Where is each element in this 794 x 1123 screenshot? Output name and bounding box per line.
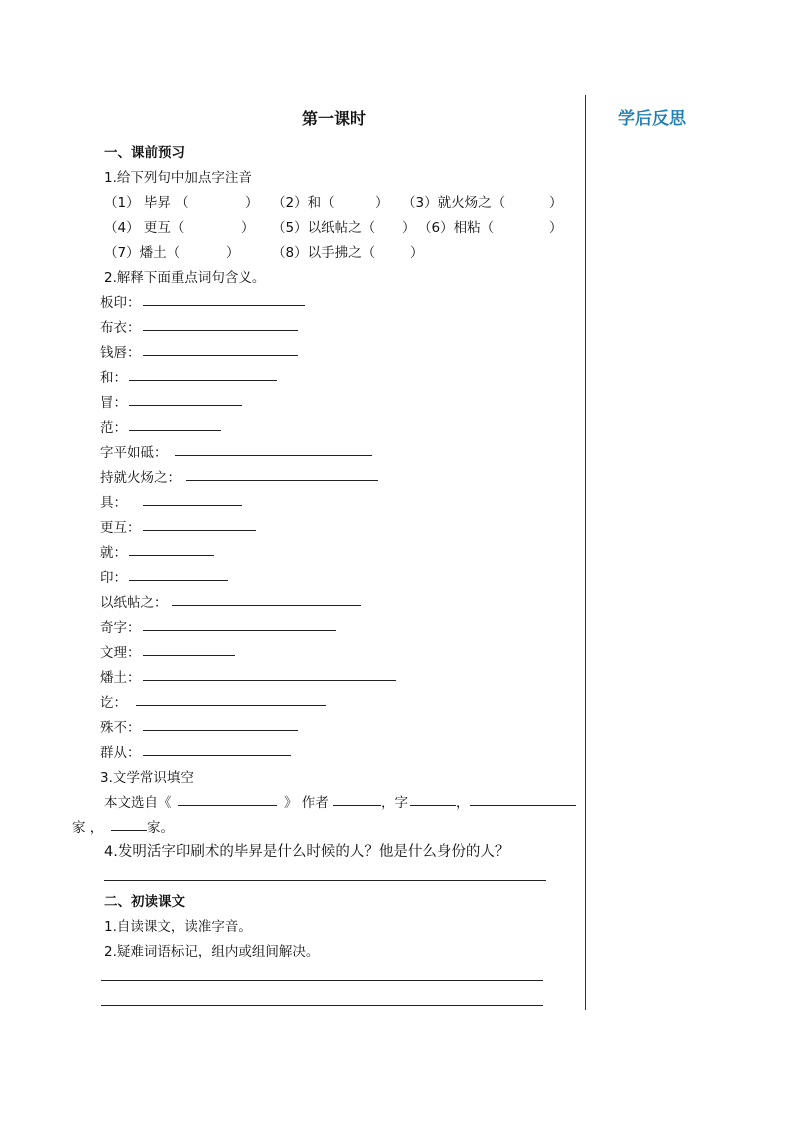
- answer-blank[interactable]: [129, 380, 277, 381]
- answer-blank[interactable]: [143, 355, 298, 356]
- section2-item-2: 2.疑难词语标记，组内或组间解决。: [104, 944, 320, 960]
- section1-heading: 一、课前预习: [104, 145, 185, 161]
- answer-blank[interactable]: [172, 605, 361, 606]
- term-label: 印：: [100, 570, 127, 586]
- identity-blank[interactable]: [470, 805, 576, 806]
- answer-blank[interactable]: [129, 405, 242, 406]
- q1-item-4: （4） 更互（: [104, 220, 185, 236]
- notes-line-1[interactable]: [101, 980, 543, 981]
- q1-item-5: （5）以纸帖之（: [272, 220, 376, 236]
- answer-blank[interactable]: [143, 655, 235, 656]
- q1-item-4-close: ）: [241, 220, 255, 236]
- q3-author-label: 》 作者: [284, 795, 329, 811]
- answer-blank[interactable]: [143, 630, 336, 631]
- q3-courtesy-label: ，字: [381, 795, 408, 811]
- q1-item-1: （1） 毕昇 （: [104, 195, 189, 211]
- term-label: 具：: [100, 495, 127, 511]
- section2-heading: 二、初读课文: [104, 894, 185, 910]
- q1-item-3: （3）就火炀之（: [402, 195, 506, 211]
- answer-blank[interactable]: [143, 755, 291, 756]
- q1-item-5-close: ）: [402, 220, 416, 236]
- q1-item-1-close: ）: [245, 195, 259, 211]
- q3-line2-end: 家。: [147, 820, 174, 836]
- answer-blank[interactable]: [136, 705, 326, 706]
- q4-answer-line[interactable]: [104, 880, 546, 881]
- column-divider: [585, 95, 586, 1010]
- answer-blank[interactable]: [186, 480, 378, 481]
- q1-item-2: （2）和（: [272, 195, 335, 211]
- answer-blank[interactable]: [143, 730, 298, 731]
- answer-blank[interactable]: [129, 580, 228, 581]
- term-label: 以纸帖之：: [100, 595, 168, 611]
- term-label: 奇字：: [100, 620, 141, 636]
- q1-prompt: 1.给下列句中加点字注音: [104, 170, 252, 186]
- q1-item-8: （8）以手拂之（: [272, 245, 376, 261]
- q1-item-3-close: ）: [549, 195, 563, 211]
- q1-item-2-close: ）: [375, 195, 389, 211]
- term-label: 就：: [100, 545, 127, 561]
- q1-item-7-close: ）: [226, 245, 240, 261]
- term-label: 讫：: [100, 695, 127, 711]
- term-label: 群从：: [100, 745, 141, 761]
- author-blank[interactable]: [333, 805, 381, 806]
- answer-blank[interactable]: [143, 505, 242, 506]
- term-label: 范：: [100, 420, 127, 436]
- term-label: 冒：: [100, 395, 127, 411]
- term-label: 殊不：: [100, 720, 141, 736]
- notes-line-2[interactable]: [101, 1005, 543, 1006]
- q3-prompt: 3.文学常识填空: [100, 770, 194, 786]
- answer-blank[interactable]: [143, 530, 256, 531]
- q4-prompt: 4.发明活字印刷术的毕昇是什么时候的人？他是什么身份的人？: [104, 844, 510, 860]
- answer-blank[interactable]: [143, 330, 298, 331]
- answer-blank[interactable]: [129, 430, 221, 431]
- answer-blank[interactable]: [143, 680, 396, 681]
- term-label: 布衣：: [100, 320, 141, 336]
- term-label: 字平如砥：: [100, 445, 168, 461]
- answer-blank[interactable]: [143, 305, 305, 306]
- term-label: 文理：: [100, 645, 141, 661]
- q1-item-6: （6）相粘（: [418, 220, 495, 236]
- identity-blank-2[interactable]: [111, 830, 147, 831]
- page-title: 第一课时: [302, 109, 367, 128]
- term-label: 和：: [100, 370, 127, 386]
- q1-item-6-close: ）: [549, 220, 563, 236]
- q3-line2-label: 家 ，: [72, 820, 104, 836]
- q3-source-label: 本文选自《: [104, 795, 172, 811]
- answer-blank[interactable]: [175, 455, 372, 456]
- q1-item-8-close: ）: [410, 245, 424, 261]
- reflection-title: 学后反思: [618, 109, 686, 129]
- answer-blank[interactable]: [129, 555, 214, 556]
- courtesy-name-blank[interactable]: [410, 805, 456, 806]
- source-blank[interactable]: [178, 805, 277, 806]
- term-label: 钱唇：: [100, 345, 141, 361]
- term-label: 持就火炀之：: [100, 470, 181, 486]
- term-label: 板印：: [100, 295, 141, 311]
- q1-item-7: （7）燔土（: [104, 245, 181, 261]
- section2-item-1: 1.自读课文，读准字音。: [104, 919, 252, 935]
- q2-prompt: 2.解释下面重点词句含义。: [104, 270, 266, 286]
- term-label: 更互：: [100, 520, 141, 536]
- term-label: 燔土：: [100, 670, 141, 686]
- q3-comma: ，: [456, 795, 470, 811]
